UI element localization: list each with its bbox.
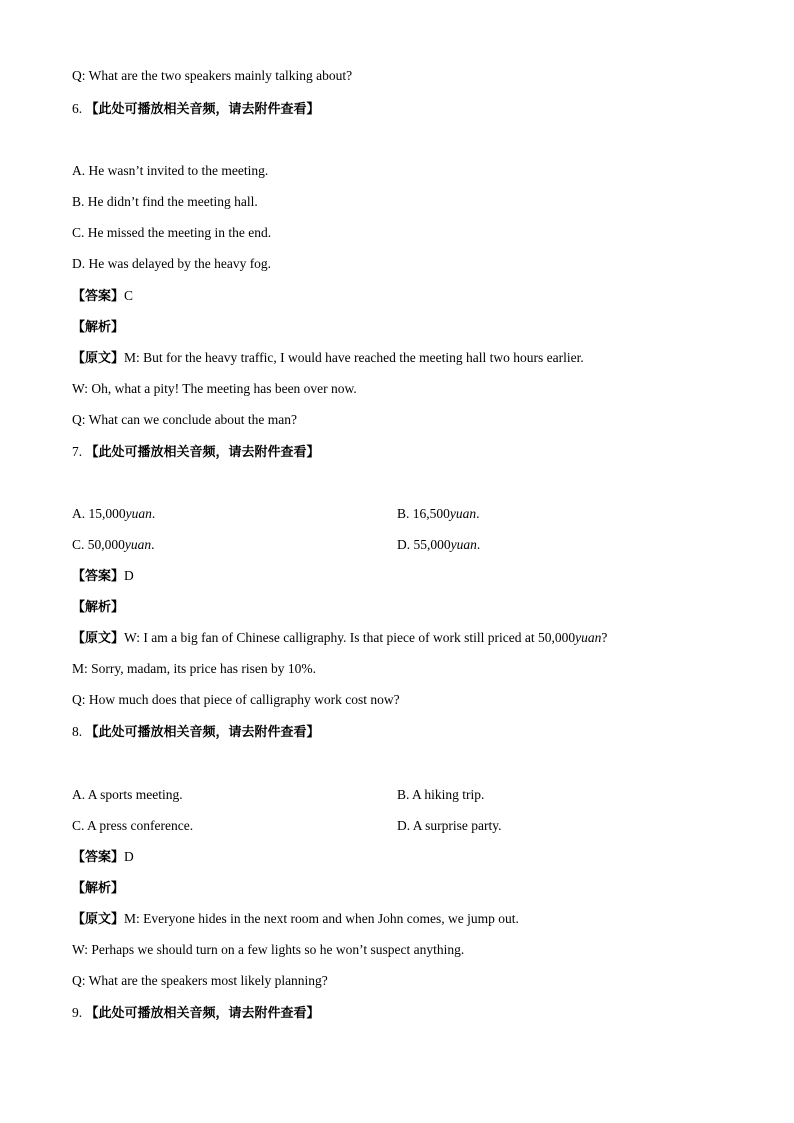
q8-option-c: C. A press conference.	[72, 818, 194, 833]
q7-answer	[72, 568, 134, 585]
q8-answer-tag: 【答案】	[72, 850, 125, 865]
q7-transcript-tag: 【原文】	[72, 631, 125, 646]
q7-option-a-text: A. 15,000	[72, 506, 126, 521]
q6-analysis	[72, 319, 124, 336]
q7-option-b-text: B. 16,500	[397, 506, 450, 521]
q6-transcript-text: M: But for the heavy traffic, I would have reached the meeting hall two hours earlier.	[124, 350, 584, 365]
yuan-unit: yuan	[125, 506, 152, 521]
q8-number: 8.	[72, 724, 83, 739]
q7-header	[72, 444, 320, 461]
yuan-unit: yuan	[449, 506, 477, 521]
period: .	[151, 537, 155, 552]
q7-option-b	[397, 506, 480, 522]
q8-transcript-1	[72, 911, 519, 928]
q9-number: 9.	[72, 1005, 83, 1020]
q7-option-a	[72, 506, 155, 522]
q5-question: Q: What are the two speakers mainly talking about?	[72, 68, 353, 83]
q6-transcript-tag: 【原文】	[72, 351, 125, 366]
period: .	[476, 537, 481, 552]
q7-answer-value: D	[124, 568, 134, 583]
q7-audio-note: 【此处可播放相关音频，请去附件查看】	[85, 445, 320, 460]
q6-transcript-3: Q: What can we conclude about the man?	[72, 412, 298, 427]
q7-analysis-tag: 【解析】	[72, 600, 125, 615]
q7-answer-tag: 【答案】	[72, 569, 125, 584]
q6-analysis-tag: 【解析】	[72, 320, 125, 335]
q6-number: 6.	[72, 101, 83, 116]
q7-option-d	[397, 537, 480, 553]
q8-answer-value: D	[124, 849, 134, 864]
q6-answer-tag: 【答案】	[72, 289, 125, 304]
q7-transcript-3: Q: How much does that piece of calligraphy work cost now?	[72, 692, 400, 707]
yuan-unit: yuan	[575, 630, 602, 645]
q8-option-b: B. A hiking trip.	[397, 787, 485, 802]
q8-transcript-tag: 【原文】	[72, 912, 125, 927]
q9-audio-note: 【此处可播放相关音频，请去附件查看】	[85, 1006, 320, 1021]
q6-header	[72, 101, 320, 118]
q7-transcript-1	[72, 630, 607, 647]
q7-transcript-2: M: Sorry, madam, its price has risen by 10%.	[72, 661, 316, 676]
period: .	[476, 506, 480, 521]
q6-option-b: B. He didn’t find the meeting hall.	[72, 194, 258, 209]
q6-answer-value: C	[124, 288, 134, 303]
q7-option-c-text: C. 50,000	[72, 537, 125, 552]
q8-option-d: D. A surprise party.	[397, 818, 502, 833]
yuan-unit: yuan	[124, 537, 152, 552]
q6-option-c: C. He missed the meeting in the end.	[72, 225, 272, 240]
q8-answer	[72, 849, 134, 866]
q6-transcript-1	[72, 350, 584, 367]
q6-audio-note: 【此处可播放相关音频，请去附件查看】	[85, 102, 320, 117]
q8-header	[72, 724, 320, 741]
q7-transcript-text: W: I am a big fan of Chinese calligraphy. Is that piece of work still priced at 50,000	[124, 630, 576, 645]
q7-option-c	[72, 537, 155, 553]
q8-transcript-text: M: Everyone hides in the next room and when John comes, we jump out.	[124, 911, 519, 926]
period: .	[151, 506, 156, 521]
q9-header	[72, 1005, 320, 1022]
q8-audio-note: 【此处可播放相关音频，请去附件查看】	[85, 725, 320, 740]
q6-option-d: D. He was delayed by the heavy fog.	[72, 256, 272, 271]
yuan-unit: yuan	[450, 537, 477, 552]
q8-option-a: A. A sports meeting.	[72, 787, 183, 802]
q8-transcript-2: W: Perhaps we should turn on a few lights so he won’t suspect anything.	[72, 942, 465, 957]
q6-answer	[72, 288, 133, 305]
q7-number: 7.	[72, 444, 83, 459]
q8-analysis	[72, 880, 124, 897]
question-mark: ?	[601, 630, 608, 645]
q8-analysis-tag: 【解析】	[72, 881, 125, 896]
q7-analysis	[72, 599, 124, 616]
q6-transcript-2: W: Oh, what a pity! The meeting has been over now.	[72, 381, 357, 396]
q6-option-a: A. He wasn’t invited to the meeting.	[72, 163, 269, 178]
q7-option-d-text: D. 55,000	[397, 537, 451, 552]
q8-transcript-3: Q: What are the speakers most likely planning?	[72, 973, 328, 988]
